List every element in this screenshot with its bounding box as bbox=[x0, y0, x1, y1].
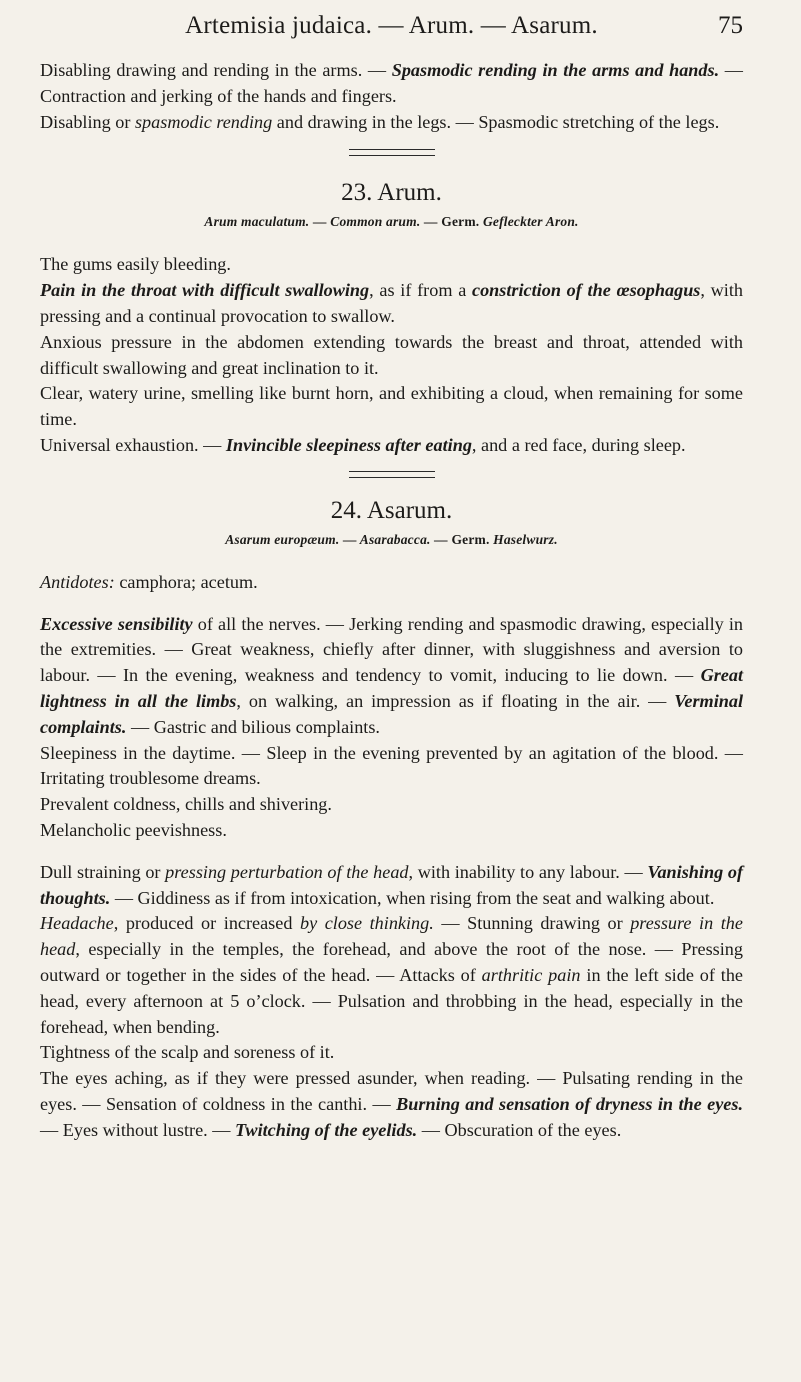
section-divider bbox=[349, 149, 435, 156]
asarum-paragraph-1: Excessive sensibility of all the nerves. — Jerking rending and spasmodic drawing, especially in the extremities. — Great weakness, chiefly after dinner, with sluggishness and aversion to labour. — In the evening, weakness and tendency to vomit, inducing to lie down. — Great lightness in all the limbs, on walking, an impression as if floating in the air. — Verminal complaints. — Gastric and bilious complaints. bbox=[40, 613, 744, 737]
asarum-paragraph-2: Sleepiness in the daytime. — Sleep in the evening prevented by an agitation of the blood. — Irritating troublesome dreams. bbox=[40, 742, 743, 789]
section-heading-arum: 23. Arum. bbox=[341, 179, 442, 207]
asarum-paragraph-6: Headache, produced or increased by close thinking. — Stunning drawing or pressure in the head, especially in the temples, the forehead, and above the root of the nose. — Pressing outward or together in the sides of the head. — Attacks of arthritic pain in the left side of the head, every afternoon at 5 o’clock. — Pulsation and throbbing in the head, especially in the forehead, when bending. bbox=[40, 913, 744, 1037]
intro-paragraph-2: Disabling or spasmodic rending and drawing in the legs. — Spasmodic stretching of the legs. bbox=[40, 111, 720, 132]
arum-paragraph-4: Clear, watery urine, smelling like burnt horn, and exhibiting a cloud, when remaining for some time. bbox=[40, 383, 743, 430]
asarum-paragraph-5: Dull straining or pressing perturbation of the head, with inability to any labour. — Vanishing of thoughts. — Giddiness as if from intoxication, when rising from the seat and walking about. bbox=[40, 861, 743, 908]
synonyms-arum: Arum maculatum. — Common arum. — Germ. Gefleckter Aron. bbox=[204, 214, 579, 230]
asarum-paragraph-4: Melancholic peevishness. bbox=[40, 819, 227, 840]
arum-paragraph-3: Anxious pressure in the abdomen extending towards the breast and throat, attended with difficult swallowing and great inclination to it. bbox=[40, 331, 743, 378]
spacer bbox=[40, 596, 743, 612]
running-title: Artemisia judaica. — Arum. — Asarum. bbox=[185, 12, 598, 39]
section-divider bbox=[349, 471, 435, 478]
section-heading-asarum: 24. Asarum. bbox=[330, 496, 453, 524]
running-head bbox=[40, 0, 743, 58]
asarum-paragraph-8: The eyes aching, as if they were pressed asunder, when reading. — Pulsating rending in the eyes. — Sensation of coldness in the canthi. — Burning and sensation of dryness in the eyes. — Eyes without lustre. — Twitching of the eyelids. — Obscuration of the eyes. bbox=[40, 1068, 743, 1140]
asarum-paragraph-3: Prevalent coldness, chills and shivering. bbox=[40, 794, 332, 815]
arum-paragraph-1: The gums easily bleeding. bbox=[40, 254, 231, 275]
spacer bbox=[40, 844, 743, 860]
synonyms-asarum: Asarum europæum. — Asarabacca. — Germ. Haselwurz. bbox=[225, 531, 558, 547]
antidotes-line: Antidotes: camphora; acetum. bbox=[40, 571, 258, 592]
page-number: 75 bbox=[718, 12, 743, 39]
arum-paragraph-2: Pain in the throat with difficult swallowing, as if from a constriction of the œsophagus, with pressing and a continual provocation to swallow. bbox=[40, 280, 743, 326]
arum-paragraph-5: Universal exhaustion. — Invincible sleepiness after eating, and a red face, during sleep. bbox=[40, 434, 686, 455]
asarum-paragraph-7: Tightness of the scalp and soreness of it. bbox=[40, 1042, 335, 1063]
intro-paragraph-1: Disabling drawing and rending in the arms. — Spasmodic rending in the arms and hands. — Contraction and jerking of the hands and fingers. bbox=[40, 60, 743, 106]
